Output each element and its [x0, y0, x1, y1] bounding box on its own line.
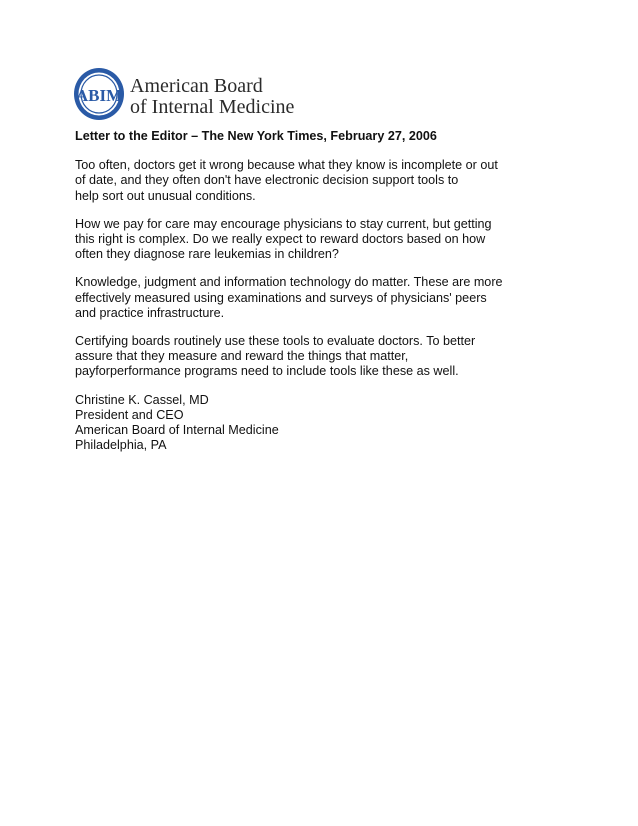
paragraph-line: often they diagnose rare leukemias in children?: [75, 247, 339, 262]
paragraph-line: help sort out unusual conditions.: [75, 188, 256, 203]
logo-name-line2: of Internal Medicine: [130, 96, 295, 118]
signature-name: Christine K. Cassel, MD: [75, 392, 209, 407]
logo-name-line1: American Board: [130, 75, 263, 97]
signature-location: Philadelphia, PA: [75, 438, 167, 453]
paragraph-line: assure that they measure and reward the things that matter,: [75, 349, 409, 364]
signature-title: President and CEO: [75, 407, 184, 422]
paragraph-line: effectively measured using examinations and surveys of physicians' peers: [75, 290, 487, 305]
paragraph-1: [75, 158, 555, 204]
paragraph-line: and practice infrastructure.: [75, 305, 225, 320]
paragraph-3: [75, 275, 555, 321]
paragraph-line: Knowledge, judgment and information technology do matter. These are more: [75, 275, 503, 290]
letter-headline: Letter to the Editor – The New York Times, February 27, 2006: [75, 129, 437, 143]
paragraph-line: How we pay for care may encourage physicians to stay current, but getting: [75, 216, 492, 231]
paragraph-line: payforperformance programs need to include tools like these as well.: [75, 364, 459, 379]
abim-seal-icon: [72, 66, 126, 122]
paragraph-2: [75, 217, 555, 263]
letter-body: [75, 129, 555, 453]
paragraph-4: [75, 334, 555, 380]
signature-organization: American Board of Internal Medicine: [75, 423, 279, 438]
signature-block: [75, 393, 555, 454]
abim-logo: [72, 66, 295, 122]
logo-wordmark: [130, 76, 294, 118]
paragraph-line: of date, and they often don't have electronic decision support tools to: [75, 173, 459, 188]
paragraph-line: this right is complex. Do we really expect to reward doctors based on how: [75, 232, 486, 247]
paragraph-line: Certifying boards routinely use these tools to evaluate doctors. To better: [75, 334, 476, 349]
paragraph-line: Too often, doctors get it wrong because what they know is incomplete or out: [75, 158, 498, 173]
logo-monogram: ABIM: [75, 86, 123, 105]
